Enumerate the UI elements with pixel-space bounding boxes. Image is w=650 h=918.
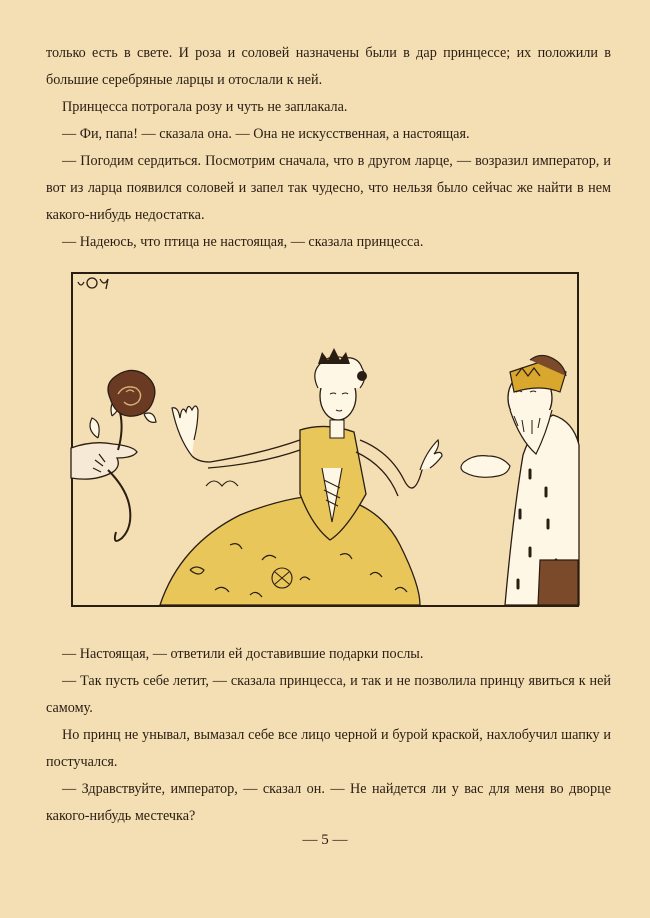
paragraph-1: только есть в свете. И роза и соловей назначены были в дар принцессе; их положили в большие серебряные ларцы и отослали к ней. bbox=[46, 45, 611, 88]
page-number: — 5 — bbox=[302, 832, 348, 848]
paragraph-5: — Надеюсь, что птица не настоящая, — сказала принцесса. bbox=[62, 234, 424, 250]
illustration-frame bbox=[71, 272, 579, 607]
paragraph-2: Принцесса потрогала розу и чуть не заплакала. bbox=[62, 99, 348, 115]
paragraph-6: — Настоящая, — ответили ей доставившие подарки послы. bbox=[62, 646, 424, 662]
paragraph-3: — Фи, папа! — сказала она. — Она не искусственная, а настоящая. bbox=[62, 126, 470, 142]
paragraph-7: — Так пусть себе летит, — сказала принцесса, и так и не позволила принцу явиться к ней самому. bbox=[46, 673, 611, 716]
paragraph-4: — Погодим сердиться. Посмотрим сначала, что в другом ларце, — возразил император, и вот из ларца появился соловей и запел так чудесно, что нельзя было сейчас же найти в нем какого-нибудь недостатка. bbox=[46, 153, 611, 223]
paragraph-9: — Здравствуйте, император, — сказал он. — Не найдется ли у вас для меня во дворце какого-нибудь местечка? bbox=[46, 781, 611, 824]
paragraph-8: Но принц не унывал, вымазал себе все лицо черной и бурой краской, нахлобучил шапку и постучался. bbox=[46, 727, 611, 770]
